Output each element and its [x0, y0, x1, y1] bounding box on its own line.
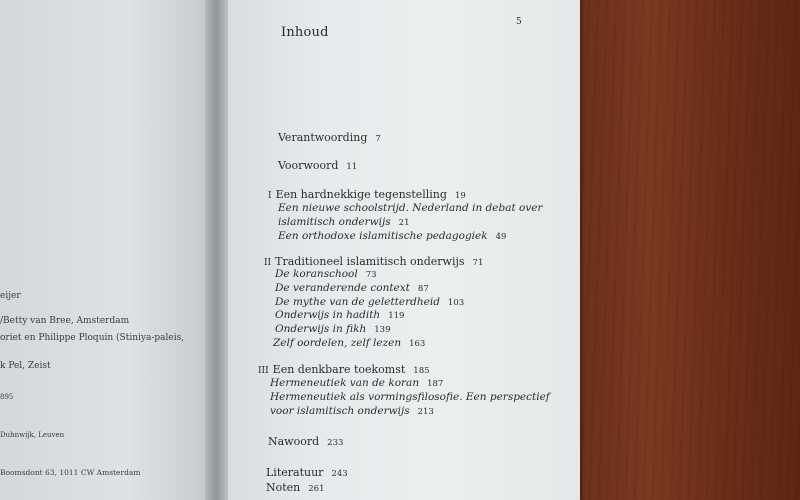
- toc-subentry: [270, 377, 443, 389]
- toc-part: [264, 255, 483, 268]
- toc-page: 261: [308, 484, 325, 494]
- toc-subentry-label: De veranderende context: [275, 282, 410, 294]
- colophon-line: Boomsdont 63, 1011 CW Amsterdam: [0, 468, 141, 477]
- toc-entry-label: Voorwoord: [278, 159, 339, 172]
- toc-subentry: [270, 405, 434, 417]
- toc-page: 103: [447, 298, 465, 308]
- toc-page: 163: [409, 339, 426, 349]
- part-number: II: [264, 258, 272, 268]
- toc-page: 119: [388, 311, 405, 321]
- toc-entry-label: Verantwoording: [278, 131, 368, 144]
- colophon-line: 895: [0, 393, 14, 401]
- toc-page: 71: [472, 258, 484, 268]
- toc-page: 87: [417, 284, 429, 294]
- toc-page: 11: [346, 162, 358, 172]
- toc-part: [258, 363, 430, 376]
- colophon-line: Duhnwijk, Leuven: [0, 431, 65, 439]
- toc-entry: [268, 435, 343, 448]
- toc-subentry-label: Hermeneutiek als vormingsfilosofie. Een perspectief: [270, 391, 550, 403]
- toc-page: 233: [327, 438, 344, 448]
- toc-subentry: [270, 391, 550, 403]
- colophon-line: oriet en Philippe Ploquin (Stiniya-paleis,: [0, 333, 185, 343]
- toc-subentry: [275, 282, 429, 294]
- toc-page: 185: [413, 366, 430, 376]
- toc-entry-label: Nawoord: [268, 435, 320, 448]
- toc-subentry-label: De mythe van de geletterdheid: [275, 296, 440, 308]
- toc-subentry-label: Zelf oordelen, zelf lezen: [273, 337, 402, 349]
- toc-subentry: [275, 296, 464, 308]
- toc-entry: [278, 159, 357, 172]
- toc-subentry-label: Een orthodoxe islamitische pedagogiek: [278, 230, 488, 242]
- toc-page: 139: [374, 325, 391, 335]
- toc-subentry-label: Onderwijs in fikh: [275, 323, 367, 335]
- toc-subentry: [273, 337, 425, 349]
- page-title: Inhoud: [281, 25, 329, 40]
- toc-page: 7: [375, 134, 381, 144]
- colophon-line: /Betty van Bree, Amsterdam: [0, 316, 130, 326]
- toc-entry-label: Literatuur: [266, 466, 324, 479]
- toc-entry-label: Een hardnekkige tegenstelling: [275, 188, 447, 201]
- toc-entry: [278, 131, 381, 144]
- toc-subentry-label: islamitisch onderwijs: [278, 216, 391, 228]
- toc-page: 213: [417, 407, 434, 417]
- colophon-line: k Pel, Zeist: [0, 361, 51, 371]
- toc-subentry: [275, 268, 377, 280]
- toc-entry: [266, 481, 325, 494]
- toc-subentry-label: De koranschool: [275, 268, 358, 280]
- toc-subentry-label: Een nieuwe schoolstrijd. Nederland in debat over: [278, 202, 543, 214]
- toc-entry-label: Een denkbare toekomst: [272, 363, 406, 376]
- toc-subentry: [275, 323, 390, 335]
- toc-entry-label: Noten: [266, 481, 301, 494]
- toc-subentry-label: voor islamitisch onderwijs: [270, 405, 410, 417]
- toc-subentry: [278, 230, 506, 242]
- toc-page: 49: [495, 232, 507, 242]
- part-number: I: [268, 191, 272, 201]
- toc-subentry-label: Hermeneutiek van de koran: [270, 377, 420, 389]
- toc-entry: [266, 466, 348, 479]
- toc-subentry-label: Onderwijs in hadith: [275, 309, 381, 321]
- toc-entry-label: Traditioneel islamitisch onderwijs: [275, 255, 465, 268]
- toc-subentry: [275, 309, 404, 321]
- toc-page: 19: [454, 191, 466, 201]
- part-number: III: [258, 366, 269, 376]
- colophon-line: eijer: [0, 291, 21, 301]
- toc-part: [268, 188, 466, 201]
- toc-subentry: [278, 216, 409, 228]
- page-number: 5: [516, 17, 522, 27]
- toc-page: 187: [427, 379, 444, 389]
- toc-subentry: [278, 202, 543, 214]
- toc-page: 73: [365, 270, 377, 280]
- toc-page: 243: [331, 469, 348, 479]
- toc-page: 21: [398, 218, 410, 228]
